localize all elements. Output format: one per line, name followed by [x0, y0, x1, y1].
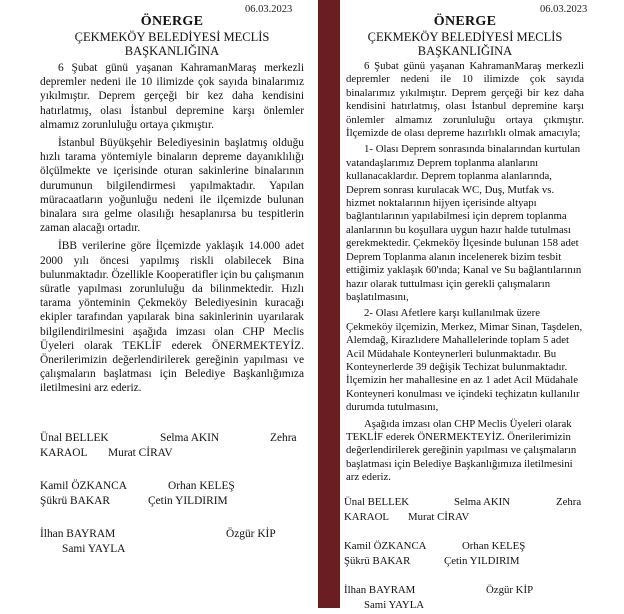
signature-ilhan-bayram: İlhan BAYRAM	[40, 528, 116, 540]
signature-cetin-yildirim: Çetin YILDIRIM	[148, 495, 228, 507]
addressee-line-1: ÇEKMEKÖY BELEDİYESİ MECLİS	[367, 30, 563, 44]
body-paragraph-2: 1- Olası Deprem sonrasında binalarından kurtulan vatandaşlarımız Deprem toplanma alanlarını kullanacaklardır. Deprem toplanma alanlarında, Deprem sonrası kurulacak WC, Duş, Mutfak vs. hizmet noktalarının hijyen içerisinde altyapı bağlantılarının yapılabilmesi için deprem toplanma alanlarının bu koşullara uygun hazır halde tutulması gerekmektedir. Çekmeköy İlçesinde bulunan 158 adet Deprem Toplanma alanın incelenerek bizim tesbit ettiğimiz yaklaşık 60'ında; Kanal ve Su bağlantılarının hazır olarak tuttulması için gerekli çalışmaların başlatılmasını,	[346, 143, 582, 303]
signature-orhan-keles: Orhan KELEŞ	[462, 540, 526, 552]
document-date: 06.03.2023	[245, 4, 293, 15]
body-paragraph-4: Aşağıda imzası olan CHP Meclis Üyeleri olarak TEKLİF ederek ÖNERMEKTEYİZ. Önerilerimizin değerlendirilerek gereğinin yapılması ve çalışmaların başlatması için Belediye Başkanlığımıza iletilmesini arz ederiz.	[346, 417, 577, 484]
signature-ozgur-kip: Özgür KİP	[486, 584, 534, 596]
signature-unal-bellek: Ünal BELLEK	[40, 432, 109, 444]
document-date: 06.03.2023	[540, 4, 588, 15]
signature-block	[40, 432, 318, 558]
document-title: ÖNERGE	[433, 14, 497, 29]
signature-ozgur-kip: Özgür KİP	[226, 528, 276, 540]
addressee-line-2: BAŞKANLIĞINA	[417, 44, 513, 58]
signature-selma-akin: Selma AKIN	[160, 432, 220, 444]
signature-orhan-keles: Orhan KELEŞ	[168, 480, 235, 492]
signature-murat-cirav: Murat CİRAV	[408, 511, 470, 523]
signature-cetin-yildirim: Çetin YILDIRIM	[444, 555, 520, 567]
signature-kamil-ozkanca: Kamil ÖZKANCA	[40, 480, 128, 492]
signature-karaol: KARAOL	[40, 447, 88, 459]
body-paragraph-1: 6 Şubat günü yaşanan KahramanMaraş merkezli depremler nedeni ile 10 ilimizde çok sayıda binalarımız yıkılmıştır. Deprem gerçeği bir kez daha kendisini hatırlatmış, olası İstanbul depremine karşı önlemler almamız zorunluluğu ortaya çıkmıştır.	[40, 62, 304, 131]
body-paragraph-3: 2- Olası Afetlere karşı kullanılmak üzere Çekmeköy ilçemizin, Merkez, Mimar Sinan, Taşdelen, Alemdağ, Kirazlıdere Mahallelerinde toplam 5 adet Acil Müdahale Konteynerleri bulunmaktadır. Bu Konteynerlerde 39 değişik Techizat bulunmaktadır. İlçemizin her mahallesine en az 1 adet Acil Müdahale Konteyneri konulması ve içindeki teçhizatın kullanılır durumda tutulmasını,	[346, 307, 583, 414]
signature-sukru-bakar: Şükrü BAKAR	[40, 495, 110, 507]
signature-sami-yayla: Sami YAYLA	[364, 599, 425, 611]
body-paragraph-1: 6 Şubat günü yaşanan KahramanMaraş merkezli depremler nedeni ile 10 ilimizde çok sayıda binalarımız yıkılmıştır. Deprem gerçeği bir kez daha kendisini hatırlatmış, olası İstanbul depremine karşı önlemler almamız zorunluluğu ortaya çıkmıştır. İlçemizde de olası depreme hazırlıklı olmak amacıyla;	[346, 60, 584, 140]
signature-karaol: KARAOL	[344, 511, 389, 523]
signature-sami-yayla: Sami YAYLA	[62, 543, 126, 555]
signature-zehra: Zehra	[270, 432, 297, 444]
addressee-line-2: BAŞKANLIĞINA	[124, 44, 220, 58]
signature-zehra: Zehra	[556, 496, 582, 508]
signature-sukru-bakar: Şükrü BAKAR	[344, 555, 411, 567]
page-divider	[318, 0, 340, 608]
signature-block	[344, 496, 604, 614]
signature-kamil-ozkanca: Kamil ÖZKANCA	[344, 540, 427, 552]
body-paragraph-3: İBB verilerine göre İlçemizde yaklaşık 14.000 adet 2000 yılı öncesi yapılmış riskli olabilecek Bina bulunmaktadır. Özellikle Kooperatifler için bu çalışmanın süratle yapılması zorunluluğu da bilinmektedir. Hızlı tarama yönteminin Çekmeköy Belediyesinin kuracağı ekipler tarafından yapılarak bina sakinlerinin uyarılarak bilgilendirilmesini aşağıda imzası olan CHP Meclis Üyeleri olarak TEKLİF ederek ÖNERMEKTEYİZ. Önerilerimizin değerlendirilerek gereğinin yapılması ve çalışmaların başlatması için Belediye Başkanlığımıza iletilmesini arz ederiz.	[40, 240, 304, 395]
signature-murat-cirav: Murat CİRAV	[108, 447, 173, 459]
addressee-line-1: ÇEKMEKÖY BELEDİYESİ MECLİS	[74, 30, 270, 44]
body-paragraph-2: İstanbul Büyükşehir Belediyesinin başlatmış olduğu hızlı tarama yöntemiyle binaların depreme dayanıklılığı ölçülmekte ve içerisinde oturan sakinlerine binalarının durumunun bilgilendirmesi yapılmaktadır. Yapılan müracaatların yoğunluğu nedeni ile ilçemizde bulunan binalara sıra gelme olasılığı hesaplanırsa bu tespitlerin zaman alacağı ortadır.	[40, 137, 304, 235]
signature-ilhan-bayram: İlhan BAYRAM	[344, 584, 416, 596]
signature-selma-akin: Selma AKIN	[454, 496, 511, 508]
document-title: ÖNERGE	[140, 14, 204, 29]
signature-unal-bellek: Ünal BELLEK	[344, 496, 410, 508]
